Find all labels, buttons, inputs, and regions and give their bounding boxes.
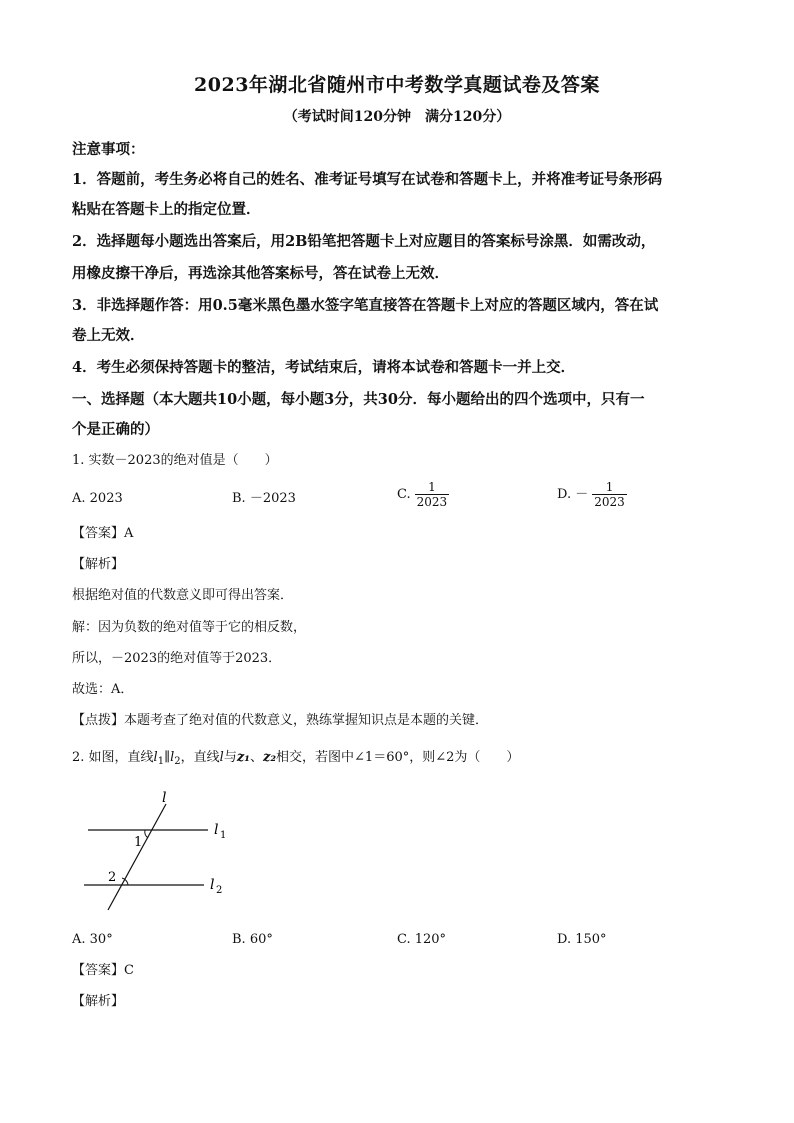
q1-analysis-line: 所以，－2023的绝对值等于2023． [72, 651, 282, 666]
q1-option-c [397, 480, 449, 509]
q1-option-c-fraction [415, 480, 450, 509]
note-line: 3．非选择题作答：用0.5毫米黑色墨水签字笔直接答在答题卡上对应的答题区域内，答在试 [72, 297, 659, 314]
fraction-numerator: 1 [428, 480, 436, 494]
q1-option-b: B. －2023 [232, 491, 296, 506]
symbol-l2: l [170, 750, 175, 765]
q2-answer: 【答案】C [72, 963, 134, 978]
section-heading-cont: 个是正确的） [72, 421, 159, 438]
page-subtitle: （考试时间120分钟 满分120分） [283, 109, 511, 125]
symbol-z1: z₁ [236, 750, 250, 765]
question-2-stem [72, 749, 732, 771]
angle-1-label: 1 [134, 835, 143, 850]
q1-option-d-label: D. － [557, 486, 589, 502]
q1-answer: 【答案】A [72, 526, 134, 541]
q2-stem-mid: ，直线 [180, 750, 220, 765]
q1-analysis-line: 解：因为负数的绝对值等于它的相反数， [72, 620, 307, 635]
question-1-stem: 1. 实数－2023的绝对值是（ ） [72, 453, 278, 468]
label-l1: l [214, 822, 219, 838]
label-l2: l [210, 877, 215, 893]
q2-analysis-label: 【解析】 [72, 994, 125, 1009]
note-line: 4．考生必须保持答题卡的整洁，考试结束后，请将本试卷和答题卡一并上交． [72, 359, 576, 376]
parallel-symbol: ∥ [164, 750, 171, 765]
symbol-l2-sub: 2 [174, 756, 181, 767]
q1-analysis-line: 故选：A． [72, 682, 134, 697]
note-line: 用橡皮擦干净后，再选涂其他答案标号，答在试卷上无效． [72, 265, 449, 282]
q1-analysis-line: 根据绝对值的代数意义即可得出答案． [72, 588, 294, 603]
q1-option-a: A. 2023 [72, 491, 123, 506]
note-line: 1．答题前，考生务必将自己的姓名、准考证号填写在试卷和答题卡上，并将准考证号条形码 [72, 171, 663, 188]
label-l: l [162, 790, 167, 806]
notes-heading: 注意事项： [72, 141, 145, 158]
symbol-l1-sub: 1 [157, 756, 165, 767]
note-line: 2．选择题每小题选出答案后，用2B铅笔把答题卡上对应题目的答案标号涂黑．如需改动， [72, 233, 656, 250]
symbol-l1: l [153, 750, 158, 765]
fraction-numerator: 1 [605, 480, 614, 494]
fraction-denominator: 2023 [416, 495, 448, 509]
label-l2-sub: 2 [216, 885, 223, 896]
symbol-z2: z₂ [262, 750, 277, 765]
q2-stem-prefix: 2. 如图，直线 [72, 750, 154, 765]
q1-tip: 【点拨】本题考查了绝对值的代数意义，熟练掌握知识点是本题的关键． [72, 713, 489, 728]
note-line: 卷上无效． [72, 327, 145, 344]
q2-option-b: B. 60° [232, 932, 273, 947]
parallel-lines-figure [80, 790, 240, 915]
q2-option-a: A. 30° [72, 932, 113, 947]
transversal-l [108, 804, 166, 910]
q2-stem-suffix: 相交，若图中∠1＝60°，则∠2为（ ） [276, 750, 520, 765]
q1-option-d-fraction [592, 480, 627, 509]
q2-stem-mid2: 与 [223, 750, 237, 765]
q1-analysis-label: 【解析】 [72, 557, 125, 572]
symbol-l: l [219, 750, 224, 765]
q2-option-c: C. 120° [397, 932, 447, 947]
page-title: 2023年湖北省随州市中考数学真题试卷及答案 [194, 74, 600, 96]
q2-option-d: D. 150° [557, 932, 607, 947]
angle-2-label: 2 [108, 870, 117, 885]
q1-option-d [557, 480, 627, 509]
q2-stem-sep: 、 [249, 750, 263, 765]
q1-option-c-label: C. [397, 486, 411, 502]
label-l1-sub: 1 [220, 830, 227, 841]
fraction-denominator: 2023 [594, 495, 625, 509]
note-line: 粘贴在答题卡上的指定位置． [72, 201, 261, 218]
section-heading: 一、选择题（本大题共10小题，每小题3分，共30分．每小题给出的四个选项中，只有一 [72, 391, 645, 408]
